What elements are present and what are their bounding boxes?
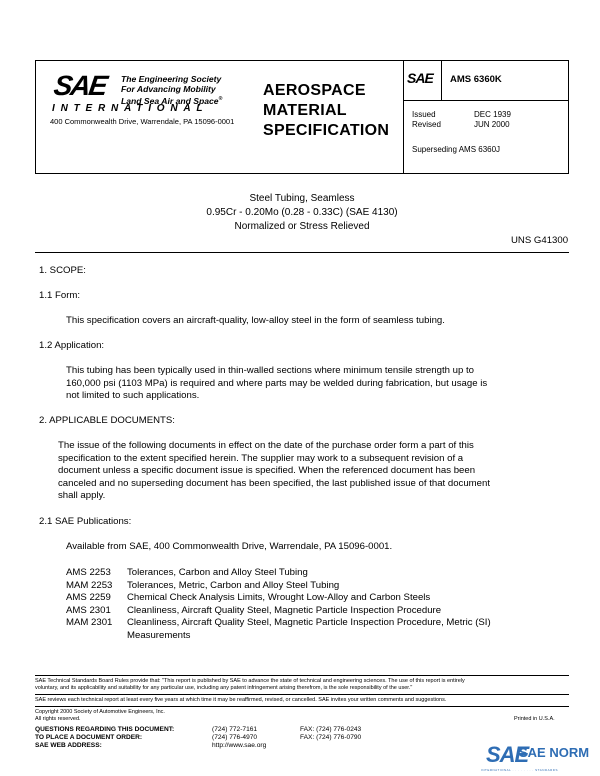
superseding-note: Superseding AMS 6360J xyxy=(412,145,501,154)
ref-code: MAM 2301 xyxy=(66,617,113,628)
order-fax: FAX: (724) 776-0790 xyxy=(300,734,362,741)
document-type-title: AEROSPACE MATERIAL SPECIFICATION xyxy=(263,82,390,139)
header-divider xyxy=(441,60,442,100)
copyright-notice: Copyright 2000 Society of Automotive Engineers, Inc. xyxy=(35,709,165,715)
questions-phone: (724) 772-7161 xyxy=(212,726,258,733)
sae-norm-subtext: INTERNATIONAL · · · · · · · · STANDARDS xyxy=(481,768,558,772)
sae-norm-wordmark: SAE NORM xyxy=(519,745,590,760)
section-1-2-text: This tubing has been typically used in thin-walled sections where minimum tensile strength up to 160,000 psi (1103 MPa) is required and where parts may be welded during fabrication, but usage is not limited to such applications. xyxy=(66,365,488,401)
international-label: INTERNATIONAL xyxy=(52,103,209,114)
section-2-1-heading: 2.1 SAE Publications: xyxy=(39,516,132,527)
footer-rule xyxy=(35,706,569,707)
section-2-text: The issue of the following documents in effect on the date of the purchase order form a part of this specification to the extent specified herein. The supplier may work to a subsequent revision of a document unless a specific document issue is specified. When the referenced document has been canceled and no superseding document has been specified, the last published issue of that document shall apply. xyxy=(58,440,491,501)
list-item xyxy=(66,605,491,618)
sae-logo: SAE xyxy=(51,70,108,101)
header-bottom-rule xyxy=(35,173,569,174)
revised-date: JUN 2000 xyxy=(474,120,510,129)
section-1-1-heading: 1.1 Form: xyxy=(39,290,81,301)
footer-rule xyxy=(35,694,569,695)
list-item xyxy=(66,567,491,580)
web-label: SAE WEB ADDRESS: xyxy=(35,742,102,749)
reference-list xyxy=(66,567,491,642)
spec-title-line3: Normalized or Stress Relieved xyxy=(234,221,370,232)
ref-code: AMS 2253 xyxy=(66,567,111,578)
document-number: AMS 6360K xyxy=(450,74,502,85)
uns-number: UNS G41300 xyxy=(511,235,569,246)
ref-desc: Chemical Check Analysis Limits, Wrought Low-Alloy and Carbon Steels xyxy=(127,592,431,603)
ref-desc: Tolerances, Carbon and Alloy Steel Tubing xyxy=(127,567,308,578)
questions-fax: FAX: (724) 776-0243 xyxy=(300,726,362,733)
ref-desc: Cleanliness, Aircraft Quality Steel, Magnetic Particle Inspection Procedure, Metric (SI) xyxy=(127,617,491,628)
header-divider xyxy=(403,100,569,101)
ref-desc: Tolerances, Metric, Carbon and Alloy Steel Tubing xyxy=(127,579,340,591)
order-label: TO PLACE A DOCUMENT ORDER: xyxy=(35,734,143,741)
ref-desc: Cleanliness, Aircraft Quality Steel, Magnetic Particle Inspection Procedure xyxy=(127,604,442,616)
list-item xyxy=(66,617,491,630)
list-item xyxy=(66,592,491,605)
spec-title-line2: 0.95Cr - 0.20Mo (0.28 - 0.33C) (SAE 4130) xyxy=(206,207,398,218)
section-1-2-heading: 1.2 Application: xyxy=(39,340,105,351)
issued-label: Issued xyxy=(412,110,436,119)
section-2-heading: 2. APPLICABLE DOCUMENTS: xyxy=(39,415,175,426)
sae-review-notice: SAE reviews each technical report at least every five years at which time it may be reaffirmed, revised, or cancelled. SAE invites your written comments and suggestions. xyxy=(35,697,447,703)
ref-code: AMS 2259 xyxy=(66,592,111,603)
sae-address: 400 Commonwealth Drive, Warrendale, PA 15096-0001 xyxy=(50,117,235,126)
list-item xyxy=(66,630,491,643)
section-1-heading: 1. SCOPE: xyxy=(39,265,86,276)
footer-top-rule xyxy=(35,675,569,676)
ref-desc-continued: Measurements xyxy=(127,629,191,641)
ref-code: MAM 2253 xyxy=(66,579,113,591)
section-2-1-text: Available from SAE, 400 Commonwealth Drive, Warrendale, PA 15096-0001. xyxy=(66,541,393,552)
sae-rules-notice: SAE Technical Standards Board Rules provide that: "This report is published by SAE to advance the state of technical and engineering sciences. The use of this report is entirely voluntary, and its applicability and suitability for any particular use, including any patent infringement arising therefrom, is the sole responsibility of the user." xyxy=(35,678,465,692)
sae-tagline: The Engineering Society For Advancing Mobility Land Sea Air and Space® xyxy=(121,74,223,106)
printed-notice: Printed in U.S.A. xyxy=(514,716,555,722)
section-1-1-text: This specification covers an aircraft-quality, low-alloy steel in the form of seamless tubing. xyxy=(66,315,445,326)
spec-title-line1: Steel Tubing, Seamless xyxy=(249,193,355,204)
header-divider xyxy=(403,60,404,173)
questions-label: QUESTIONS REGARDING THIS DOCUMENT: xyxy=(35,726,175,733)
sae-norm-logo: SAE xyxy=(486,742,529,767)
rights-notice: All rights reserved. xyxy=(35,716,81,722)
web-address-link[interactable]: http://www.sae.org xyxy=(212,742,267,749)
list-item xyxy=(66,580,491,593)
title-bottom-rule xyxy=(35,252,569,253)
order-phone: (724) 776-4970 xyxy=(212,734,258,741)
revised-label: Revised xyxy=(412,120,441,129)
sae-small-logo: SAE xyxy=(407,70,433,86)
ref-code: AMS 2301 xyxy=(66,604,111,616)
issued-date: DEC 1939 xyxy=(474,110,511,119)
